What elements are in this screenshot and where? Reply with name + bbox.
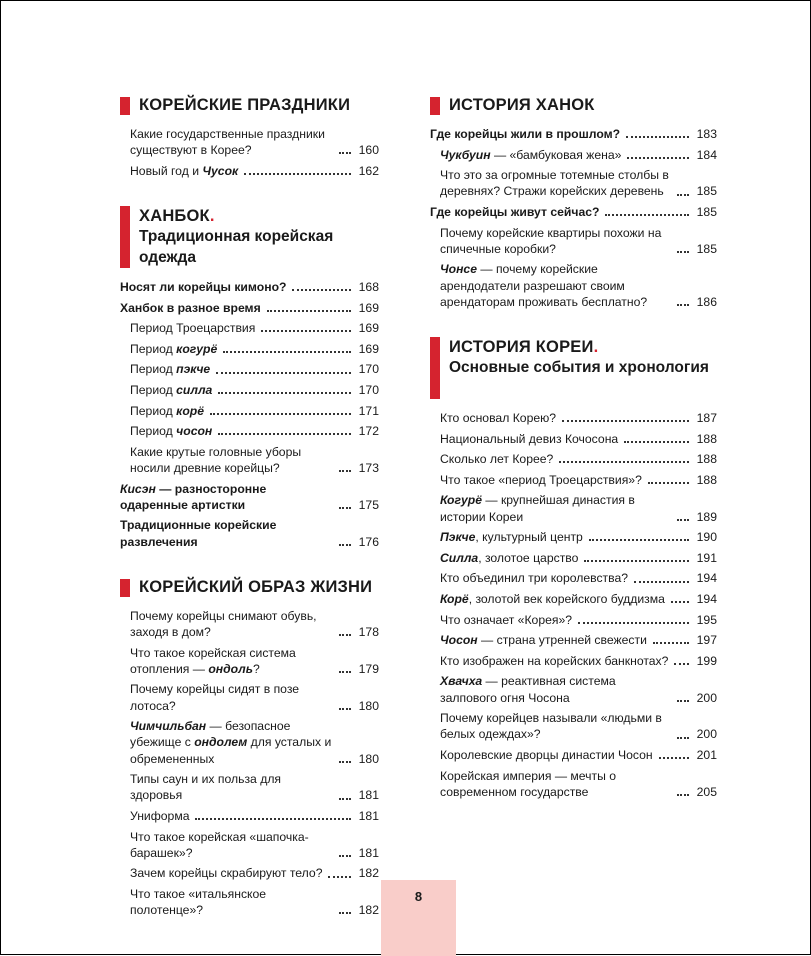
toc-entry-text-part: Почему корейцев называли «людьми в белых одеждах»? (440, 711, 662, 742)
toc-entry[interactable] (120, 341, 379, 357)
toc-page-number: 173 (358, 460, 379, 475)
toc-entry[interactable] (430, 126, 717, 142)
toc-entry-text-part: Чосон (440, 633, 478, 648)
section-accent-bar (120, 579, 130, 597)
section-heading (139, 206, 379, 268)
dot-leader (328, 876, 351, 878)
toc-entry-text-part: Что это за огромные тотемные столбы в деревнях? Стражи корейских деревень (440, 168, 669, 199)
toc-entry[interactable] (430, 710, 717, 742)
section-title-text: ИСТОРИЯ КОРЕИ (449, 337, 594, 356)
toc-page-number: 188 (696, 472, 717, 487)
dot-leader (624, 441, 689, 443)
toc-page-number: 178 (358, 624, 379, 639)
toc-entry-text-part: Кто основал Корею? (440, 410, 557, 425)
toc-section (120, 577, 379, 919)
dot-leader (195, 818, 351, 820)
toc-entry-title (120, 403, 204, 419)
toc-page-number: 181 (358, 788, 379, 803)
toc-entry-text-part: Почему корейцы сидят в позе лотоса? (130, 682, 300, 713)
dot-leader (339, 912, 351, 914)
toc-page-number: 160 (358, 143, 379, 158)
toc-entry-text-part: Период (130, 382, 177, 397)
toc-entry-title (120, 382, 212, 398)
toc-entry-title (120, 808, 189, 824)
toc-entry-text-part: ондоль (208, 661, 253, 676)
toc-entry-list (430, 410, 717, 800)
toc-entry-title (430, 126, 620, 142)
toc-entry-title (120, 645, 333, 677)
page-number: 8 (414, 889, 423, 904)
toc-page-number: 185 (696, 241, 717, 256)
toc-entry-text-part: , золотой век корейского буддизма (468, 591, 665, 606)
toc-entry-title (430, 431, 618, 447)
toc-entry[interactable] (430, 431, 717, 447)
title-dot: . (593, 337, 599, 356)
toc-entry-text-part: ондолем (194, 735, 248, 750)
toc-entry[interactable] (120, 126, 379, 158)
dot-leader (339, 671, 351, 673)
toc-entry-text-part: Кто объединил три королевства? (440, 571, 629, 586)
toc-entry-text-part: Чукбуин (440, 147, 491, 162)
toc-entry[interactable] (120, 300, 379, 316)
dot-leader (589, 539, 689, 541)
toc-entry-title (430, 591, 665, 607)
toc-page-number: 201 (696, 747, 717, 762)
toc-entry-title (430, 710, 671, 742)
toc-entry-text-part: Что такое «период Троецарствия»? (440, 472, 642, 487)
toc-entry-title (430, 550, 578, 566)
toc-entry-text-part: Корейская империя — мечты о современном государстве (440, 768, 617, 799)
toc-entry[interactable] (430, 261, 717, 310)
toc-entry-title (120, 886, 333, 918)
toc-entry[interactable] (430, 492, 717, 524)
toc-entry-text-part: Когурё (440, 493, 482, 508)
left-column (120, 95, 379, 945)
section-subtitle: Традиционная корейская одежда (139, 228, 334, 266)
toc-page-number: 197 (696, 633, 717, 648)
toc-entry-title (120, 608, 333, 640)
toc-entry[interactable] (120, 517, 379, 549)
toc-entry[interactable] (120, 829, 379, 861)
toc-entry[interactable] (430, 612, 717, 628)
toc-entry-text-part: Какие крутые головные уборы носили древние корейцы? (130, 444, 302, 475)
dot-leader (677, 700, 689, 702)
dot-leader (659, 757, 689, 759)
dot-leader (267, 310, 351, 312)
toc-page-number: 170 (358, 382, 379, 397)
dot-leader (339, 507, 351, 509)
toc-entry[interactable] (430, 204, 717, 220)
toc-entry-title (430, 673, 671, 705)
toc-entry-title (120, 361, 210, 377)
toc-entry[interactable] (430, 147, 717, 163)
dot-leader (339, 761, 351, 763)
toc-entry[interactable] (120, 771, 379, 803)
section-header (430, 95, 717, 115)
toc-entry-text-part: ? (252, 661, 260, 676)
dot-leader (605, 214, 689, 216)
section-title (139, 95, 350, 115)
toc-entry-text-part: корё (176, 403, 204, 418)
toc-page-number: 200 (696, 727, 717, 742)
toc-page-number: 179 (358, 661, 379, 676)
toc-entry-text-part: Что означает «Корея»? (440, 612, 573, 627)
toc-page-number: 185 (696, 204, 717, 219)
toc-entry[interactable] (430, 167, 717, 199)
toc-page-number: 162 (358, 163, 379, 178)
toc-page-number: 188 (696, 431, 717, 446)
dot-leader (677, 304, 689, 306)
section-header (120, 577, 379, 597)
toc-section (120, 95, 379, 179)
section-title (139, 206, 379, 226)
dot-leader (648, 482, 689, 484)
toc-page-number: 205 (696, 784, 717, 799)
toc-page-number: 175 (358, 497, 379, 512)
toc-entry-title (430, 768, 671, 800)
toc-page-number: 183 (696, 127, 717, 141)
section-title-text: ИСТОРИЯ ХАНОК (449, 96, 595, 114)
toc-entry-title (430, 747, 653, 763)
dot-leader (339, 798, 351, 800)
toc-entry-list (120, 608, 379, 919)
toc-entry[interactable] (120, 444, 379, 476)
toc-entry-text-part: Кто изображен на корейских банкнотах? (440, 653, 669, 668)
section-accent-bar (430, 337, 440, 399)
toc-page-number: 168 (358, 280, 379, 294)
toc-entry-text-part: Период (130, 424, 177, 439)
toc-page-number: 188 (696, 452, 717, 467)
toc-entry-text-part: Период (130, 362, 177, 377)
toc-page-number: 182 (358, 903, 379, 918)
section-title-text: КОРЕЙСКИЕ ПРАЗДНИКИ (139, 96, 351, 114)
section-heading (139, 95, 350, 115)
toc-entry-text-part: Чимчильбан (130, 719, 207, 734)
toc-entry-title (430, 492, 671, 524)
toc-entry[interactable] (430, 653, 717, 669)
toc-entry-text-part: — разносторонне одаренные артистки (120, 481, 267, 512)
toc-entry-title (120, 279, 286, 295)
toc-entry-text-part: Униформа (130, 808, 190, 823)
toc-section (430, 95, 717, 310)
toc-entry[interactable] (120, 645, 379, 677)
toc-page-number: 185 (696, 184, 717, 199)
dot-leader (671, 601, 689, 603)
dot-leader (677, 251, 689, 253)
toc-entry-title (430, 451, 553, 467)
toc-entry-title (430, 570, 628, 586)
toc-entry-title (430, 167, 671, 199)
dot-leader (626, 136, 689, 138)
section-accent-bar (120, 206, 130, 268)
toc-entry-text-part: Национальный девиз Кочосона (440, 431, 619, 446)
toc-entry-text-part: силла (176, 382, 213, 397)
toc-page-number: 200 (696, 690, 717, 705)
toc-page-number: 195 (696, 612, 717, 627)
toc-entry-title (430, 225, 671, 257)
dot-leader (339, 855, 351, 857)
toc-entry-text-part: Зачем корейцы скрабируют тело? (130, 866, 323, 881)
toc-page-number: 180 (358, 698, 379, 713)
toc-entry[interactable] (120, 886, 379, 918)
toc-page-number: 176 (358, 534, 379, 549)
toc-entry-list (120, 279, 379, 550)
right-column (430, 95, 717, 827)
toc-entry-text-part: Где корейцы жили в прошлом? (430, 127, 621, 141)
toc-page-number: 199 (696, 653, 717, 668)
toc-entry-title (120, 341, 217, 357)
toc-entry-text-part: — реактивная система залпового огня Чосона (440, 674, 616, 705)
toc-section (120, 206, 379, 550)
dot-leader (677, 519, 689, 521)
toc-entry-text-part: Типы саун и их польза для здоровья (130, 772, 282, 803)
dot-leader (218, 433, 351, 435)
toc-entry[interactable] (120, 681, 379, 713)
toc-entry[interactable] (120, 865, 379, 881)
toc-page-number: 187 (696, 410, 717, 425)
toc-entry[interactable] (430, 632, 717, 648)
toc-entry-title (430, 147, 621, 163)
toc-entry-text-part: Кисэн (120, 481, 156, 496)
toc-page-number: 186 (696, 294, 717, 309)
toc-page-number: 180 (358, 751, 379, 766)
toc-entry-text-part: Почему корейские квартиры похожи на спичечные коробки? (440, 225, 662, 256)
dot-leader (677, 794, 689, 796)
toc-entry-text-part: Почему корейцы снимают обувь, заходя в дом? (130, 608, 317, 639)
toc-entry-title (430, 261, 671, 310)
toc-entry-text-part: Носят ли корейцы кимоно? (120, 280, 287, 294)
toc-page-number: 170 (358, 362, 379, 377)
toc-page-number: 181 (358, 845, 379, 860)
toc-entry-text-part: Какие государственные праздники существуют в Корее? (130, 127, 325, 158)
toc-entry-title (430, 529, 583, 545)
toc-entry-text-part: чосон (176, 424, 213, 439)
toc-entry[interactable] (430, 768, 717, 800)
section-header (120, 95, 379, 115)
dot-leader (218, 392, 351, 394)
toc-entry-title (120, 320, 255, 336)
toc-page-number: 190 (696, 530, 717, 545)
section-heading (449, 95, 595, 115)
toc-entry[interactable] (430, 451, 717, 467)
page-number-tab (381, 880, 456, 956)
toc-entry-title (120, 865, 322, 881)
toc-entry-text-part: — крупнейшая династия в истории Кореи (440, 493, 635, 524)
toc-entry-text-part: Корё (440, 591, 469, 606)
section-subtitle: Основные события и хронология (449, 358, 709, 376)
toc-entry-text-part: Силла (440, 550, 479, 565)
toc-entry-text-part: — почему корейские арендодатели разрешают своим арендаторам проживать бесплатно? (440, 262, 648, 309)
toc-entry-text-part: Что такое корейская «шапочка-барашек»? (130, 829, 309, 860)
toc-entry-title (120, 829, 333, 861)
toc-entry-list (120, 126, 379, 179)
dot-leader (216, 372, 351, 374)
dot-leader (584, 560, 689, 562)
toc-entry[interactable] (430, 225, 717, 257)
toc-entry[interactable] (120, 163, 379, 179)
dot-leader (292, 289, 351, 291)
toc-page-number: 182 (358, 866, 379, 881)
dot-leader (244, 173, 351, 175)
dot-leader (223, 351, 351, 353)
toc-entry-text-part: Хвачха (440, 674, 483, 689)
toc-entry-text-part: Период (130, 403, 177, 418)
toc-page-number: 194 (696, 591, 717, 606)
toc-entry[interactable] (120, 423, 379, 439)
toc-entry-title (430, 612, 572, 628)
dot-leader (674, 663, 689, 665)
dot-leader (339, 470, 351, 472)
dot-leader (562, 420, 689, 422)
toc-page-number: 169 (358, 321, 379, 336)
toc-entry-text-part: Где корейцы живут сейчас? (430, 204, 600, 219)
toc-entry-text-part: , золотое царство (478, 550, 579, 565)
toc-entry[interactable] (120, 361, 379, 377)
toc-entry-title (430, 653, 668, 669)
toc-entry[interactable] (120, 808, 379, 824)
dot-leader (653, 642, 689, 644)
toc-entry-title (120, 681, 333, 713)
toc-entry-text-part: , культурный центр (475, 530, 583, 545)
toc-entry-text-part: — «бамбуковая жена» (490, 147, 622, 162)
toc-entry-text-part: Традиционные корейские развлечения (120, 518, 277, 549)
toc-entry-title (120, 163, 238, 179)
section-title (449, 95, 595, 115)
toc-entry-title (120, 718, 333, 767)
toc-entry[interactable] (120, 608, 379, 640)
toc-page-number: 169 (358, 300, 379, 315)
toc-entry-title (120, 300, 261, 316)
toc-entry-text-part: Что такое корейская система отопления — (130, 645, 296, 676)
toc-entry-text-part: Сколько лет Корее? (440, 452, 554, 467)
toc-entry-title (120, 517, 333, 549)
dot-leader (634, 581, 689, 583)
section-title (139, 577, 372, 597)
toc-entry-text-part: пэкче (176, 362, 211, 377)
toc-entry[interactable] (430, 673, 717, 705)
toc-entry-text-part: Период Троецарствия (130, 321, 256, 336)
toc-section (430, 337, 717, 800)
toc-entry[interactable] (430, 529, 717, 545)
dot-leader (677, 737, 689, 739)
toc-entry-text-part: Королевские дворцы династии Чосон (440, 747, 653, 762)
toc-entry-text-part: для усталых и обремененных (130, 735, 332, 766)
dot-leader (339, 544, 351, 546)
toc-entry-text-part: Ханбок в разное время (120, 300, 261, 315)
section-heading (449, 337, 709, 378)
toc-entry[interactable] (120, 382, 379, 398)
dot-leader (210, 413, 351, 415)
toc-entry[interactable] (430, 591, 717, 607)
section-title (449, 337, 709, 357)
toc-page-number: 171 (358, 403, 379, 418)
section-header (430, 337, 717, 399)
toc-entry[interactable] (430, 472, 717, 488)
toc-entry[interactable] (430, 570, 717, 586)
toc-entry[interactable] (430, 747, 717, 763)
dot-leader (339, 152, 351, 154)
toc-entry-title (120, 481, 333, 513)
toc-entry-text-part: Чусок (202, 163, 239, 178)
section-header (120, 206, 379, 268)
toc-page-number: 191 (696, 550, 717, 565)
toc-page-number: 184 (696, 147, 717, 162)
toc-entry-title (120, 126, 333, 158)
toc-page-number: 169 (358, 341, 379, 356)
title-dot: . (209, 207, 215, 225)
toc-entry-title (430, 472, 642, 488)
toc-entry[interactable] (120, 718, 379, 767)
dot-leader (627, 157, 689, 159)
toc-entry-list (430, 126, 717, 310)
toc-entry-text-part: когурё (176, 341, 218, 356)
toc-page-number: 172 (358, 424, 379, 439)
toc-entry-title (430, 204, 599, 220)
section-title-text: ХАНБОК (139, 207, 210, 225)
toc-entry-text-part: Что такое «итальянское полотенце»? (130, 886, 267, 918)
toc-entry-title (430, 632, 647, 648)
dot-leader (677, 194, 689, 196)
toc-entry[interactable] (430, 550, 717, 566)
dot-leader (339, 708, 351, 710)
toc-entry[interactable] (120, 403, 379, 419)
dot-leader (559, 461, 689, 463)
toc-entry-title (120, 771, 333, 803)
section-accent-bar (120, 97, 130, 115)
toc-entry-title (430, 410, 556, 426)
toc-entry-text-part: Новый год и (130, 163, 203, 178)
dot-leader (578, 622, 689, 624)
dot-leader (261, 330, 351, 332)
section-heading (139, 577, 372, 597)
toc-entry[interactable] (120, 481, 379, 513)
toc-entry-text-part: — страна утренней свежести (477, 633, 647, 648)
section-accent-bar (430, 97, 440, 115)
toc-entry-text-part: Пэкче (440, 530, 476, 545)
toc-entry-text-part: — безопасное убежище с (130, 719, 291, 750)
section-title-text: КОРЕЙСКИЙ ОБРАЗ ЖИЗНИ (139, 577, 373, 596)
toc-entry[interactable] (120, 279, 379, 295)
toc-entry-text-part: Период (130, 341, 177, 356)
toc-entry[interactable] (430, 410, 717, 426)
toc-entry-title (120, 423, 212, 439)
toc-entry-title (120, 444, 333, 476)
toc-entry[interactable] (120, 320, 379, 336)
toc-entry-text-part: Чонсе (440, 262, 477, 277)
toc-page-number: 181 (358, 808, 379, 823)
dot-leader (339, 634, 351, 636)
toc-page-number: 189 (696, 509, 717, 524)
toc-page-number: 194 (696, 571, 717, 586)
